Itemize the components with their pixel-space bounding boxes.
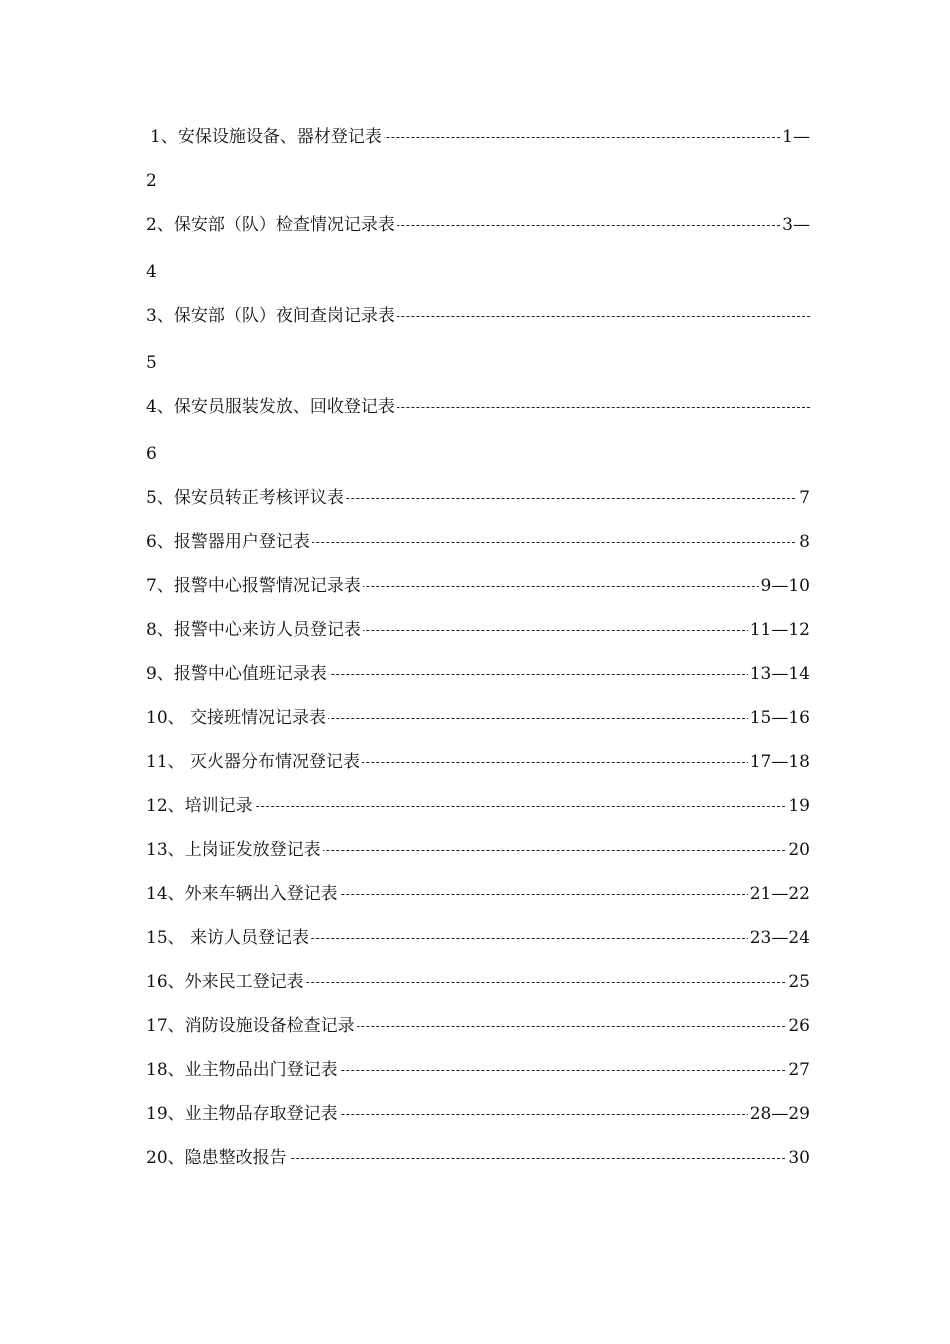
toc-entry — [146, 837, 810, 881]
toc-entry-pages: 1— — [780, 124, 810, 150]
toc-entry — [146, 705, 810, 749]
table-of-contents — [146, 124, 810, 1189]
toc-entry-title: 1、安保设施设备、器材登记表 — [146, 127, 384, 147]
toc-entry-pages: 11—12 — [748, 617, 810, 643]
toc-entry — [146, 661, 810, 705]
toc-entry — [146, 1013, 810, 1057]
toc-entry-title: 14、外来车辆出入登记表 — [146, 884, 338, 904]
toc-entry-title: 8、报警中心来访人员登记表 — [146, 620, 361, 640]
toc-entry-pages: 20 — [786, 837, 810, 863]
toc-entry-title: 12、培训记录 — [146, 796, 253, 816]
toc-entry-title: 3、保安部（队）夜间查岗记录表 — [146, 306, 395, 326]
toc-entry — [146, 749, 810, 793]
toc-entry-pages: 23—24 — [748, 925, 810, 951]
toc-entry-pages: 28—29 — [748, 1101, 810, 1127]
toc-entry-title: 5、保安员转正考核评议表 — [146, 488, 344, 508]
toc-entry — [146, 529, 810, 573]
toc-entry-title: 16、外来民工登记表 — [146, 972, 304, 992]
toc-entry-pages: 17—18 — [748, 749, 810, 775]
toc-entry — [146, 1101, 810, 1145]
toc-entry-pages: 25 — [786, 969, 810, 995]
toc-entry-pages: 21—22 — [748, 881, 810, 907]
toc-entry — [146, 881, 810, 925]
toc-entry — [146, 124, 810, 168]
toc-entry-title: 19、业主物品存取登记表 — [146, 1104, 338, 1124]
toc-entry-pages: 15—16 — [748, 705, 810, 731]
toc-entry — [146, 617, 810, 661]
toc-entry-pages: 26 — [786, 1013, 810, 1039]
toc-entry-pages: 13—14 — [748, 661, 810, 687]
toc-entry-title: 17、消防设施设备检查记录 — [146, 1016, 355, 1036]
toc-entry — [146, 969, 810, 1013]
toc-entry-pages: 7 — [797, 485, 810, 511]
toc-entry-pages: 8 — [797, 529, 810, 555]
toc-entry-pages: 3— — [780, 212, 810, 238]
toc-entry-page-continuation: 2 — [146, 171, 157, 191]
toc-entry-title: 6、报警器用户登记表 — [146, 532, 310, 552]
toc-entry-page-continuation: 4 — [146, 262, 157, 282]
toc-entry-title: 2、保安部（队）检查情况记录表 — [146, 215, 395, 235]
toc-entry-title: 13、上岗证发放登记表 — [146, 840, 321, 860]
toc-entry-pages: 30 — [786, 1145, 810, 1171]
toc-entry — [146, 1145, 810, 1189]
toc-entry — [146, 573, 810, 617]
toc-entry — [146, 793, 810, 837]
toc-entry — [146, 925, 810, 969]
toc-entry-title: 10、 交接班情况记录表 — [146, 708, 327, 728]
toc-entry-title: 7、报警中心报警情况记录表 — [146, 576, 361, 596]
toc-entry — [146, 303, 810, 350]
toc-entry-pages: 19 — [786, 793, 810, 819]
toc-entry — [146, 1057, 810, 1101]
toc-entry-pages: 9—10 — [759, 573, 810, 599]
toc-entry — [146, 485, 810, 529]
toc-entry-page-continuation: 6 — [146, 444, 157, 464]
toc-entry — [146, 212, 810, 259]
toc-entry-title: 18、业主物品出门登记表 — [146, 1060, 338, 1080]
toc-entry-title: 11、 灭火器分布情况登记表 — [146, 752, 361, 772]
toc-entry — [146, 394, 810, 441]
toc-entry-title: 20、隐患整改报告 — [146, 1148, 287, 1168]
toc-entry-title: 4、保安员服装发放、回收登记表 — [146, 397, 395, 417]
toc-entry-title: 15、 来访人员登记表 — [146, 928, 310, 948]
toc-entry-pages: 27 — [786, 1057, 810, 1083]
toc-entry-page-continuation: 5 — [146, 353, 157, 373]
toc-entry-title: 9、报警中心值班记录表 — [146, 664, 327, 684]
